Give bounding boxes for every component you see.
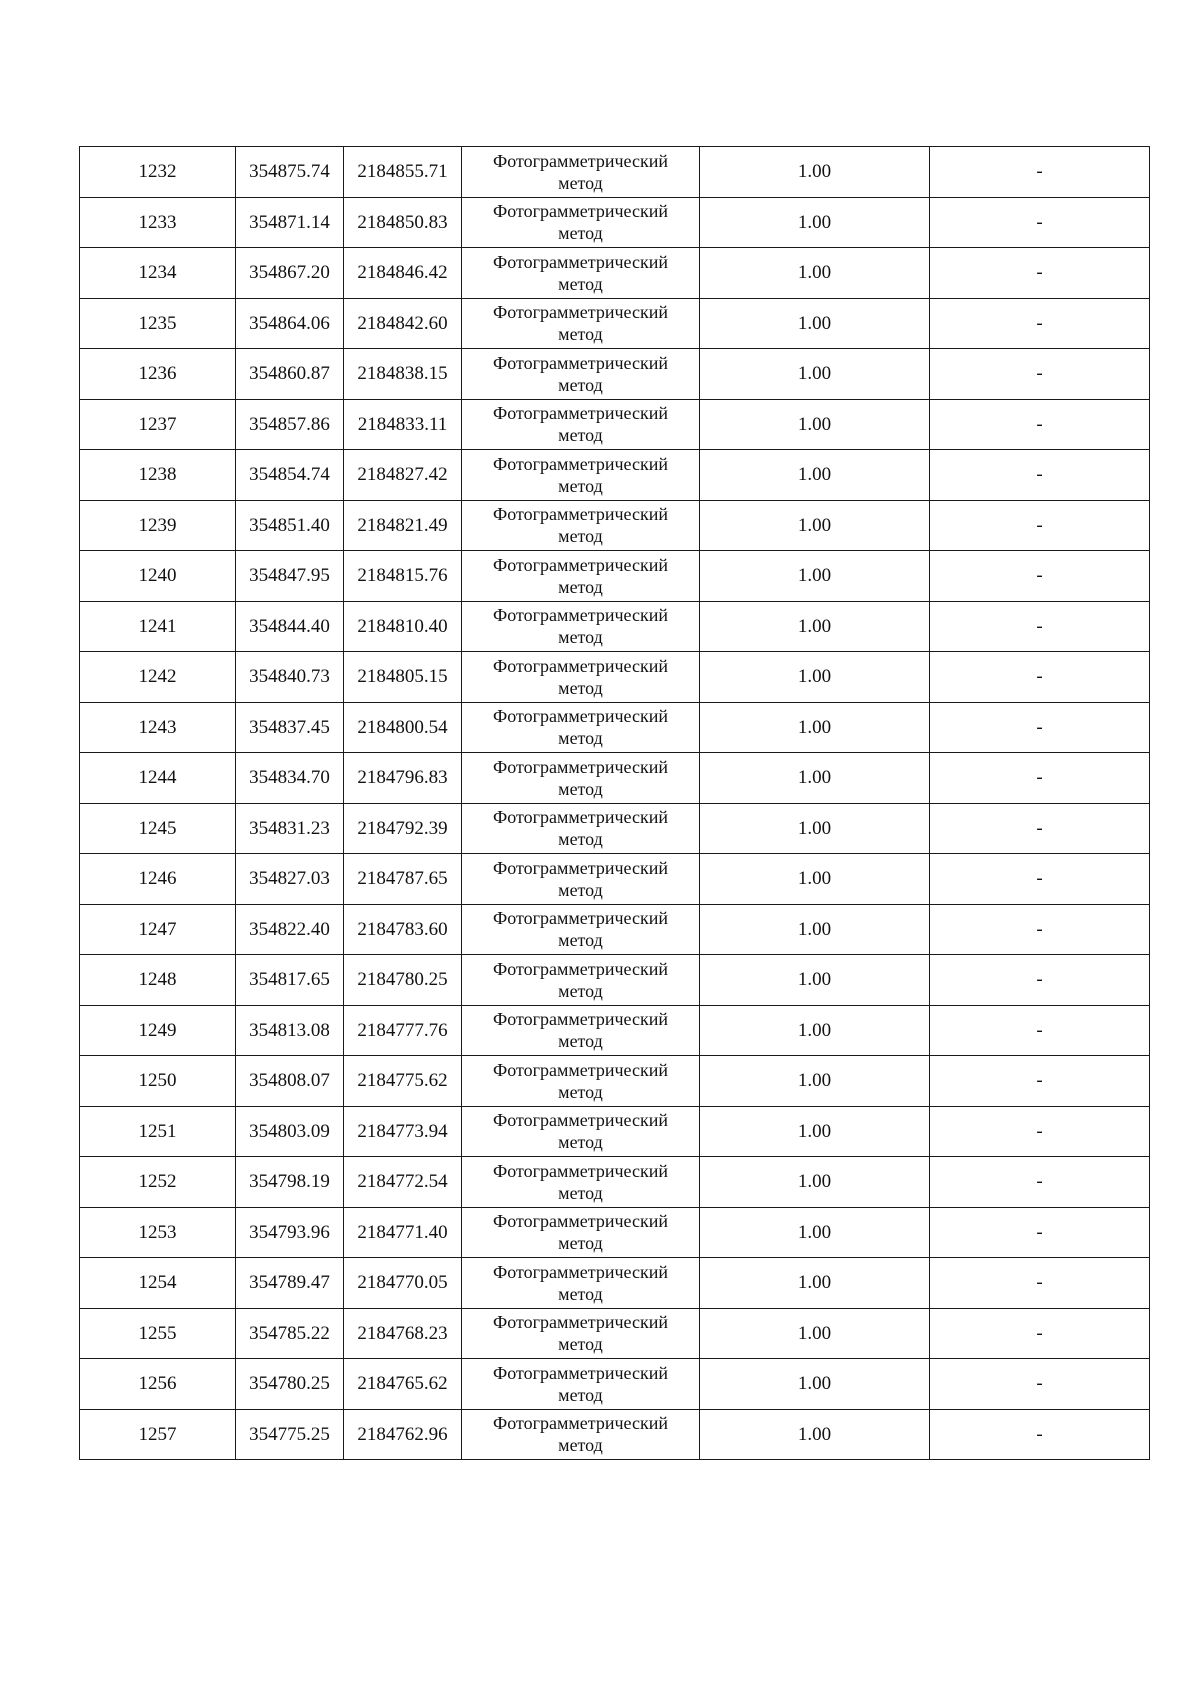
method-line-1: Фотограмметрический (493, 655, 668, 676)
method-line-1: Фотограмметрический (493, 504, 668, 525)
method-line-1: Фотограмметрический (493, 554, 668, 575)
method-line-1: Фотограмметрический (493, 352, 668, 373)
point-number-cell: 1246 (80, 854, 236, 905)
point-number-cell: 1253 (80, 1207, 236, 1258)
x-coordinate-cell: 354837.45 (236, 702, 344, 753)
x-coordinate-cell: 354867.20 (236, 248, 344, 299)
note-cell: - (930, 753, 1150, 804)
y-coordinate-cell: 2184783.60 (344, 904, 462, 955)
y-coordinate-cell: 2184833.11 (344, 399, 462, 450)
method-line-1: Фотограмметрический (493, 706, 668, 727)
table-row (80, 248, 1150, 299)
precision-cell: 1.00 (700, 197, 930, 248)
x-coordinate-cell: 354847.95 (236, 551, 344, 602)
method-line-1: Фотограмметрический (493, 453, 668, 474)
precision-cell: 1.00 (700, 349, 930, 400)
y-coordinate-cell: 2184796.83 (344, 753, 462, 804)
note-cell: - (930, 854, 1150, 905)
method-line-1: Фотограмметрический (493, 1312, 668, 1333)
method-line-2: метод (558, 677, 603, 698)
method-line-1: Фотограмметрический (493, 1059, 668, 1080)
method-line-2: метод (558, 829, 603, 850)
method-cell (462, 1157, 700, 1208)
table-row (80, 652, 1150, 703)
table-row (80, 1308, 1150, 1359)
note-cell: - (930, 904, 1150, 955)
point-number-cell: 1248 (80, 955, 236, 1006)
note-cell: - (930, 197, 1150, 248)
x-coordinate-cell: 354785.22 (236, 1308, 344, 1359)
x-coordinate-cell: 354860.87 (236, 349, 344, 400)
x-coordinate-cell: 354834.70 (236, 753, 344, 804)
table-row (80, 551, 1150, 602)
y-coordinate-cell: 2184770.05 (344, 1258, 462, 1309)
method-line-2: метод (558, 172, 603, 193)
point-number-cell: 1232 (80, 147, 236, 198)
point-number-cell: 1243 (80, 702, 236, 753)
note-cell: - (930, 1207, 1150, 1258)
precision-cell: 1.00 (700, 904, 930, 955)
method-line-1: Фотограмметрический (493, 807, 668, 828)
table-row (80, 955, 1150, 1006)
method-line-2: метод (558, 1132, 603, 1153)
method-line-2: метод (558, 1031, 603, 1052)
precision-cell: 1.00 (700, 702, 930, 753)
method-line-2: метод (558, 728, 603, 749)
y-coordinate-cell: 2184855.71 (344, 147, 462, 198)
table-row (80, 702, 1150, 753)
method-line-1: Фотограмметрический (493, 958, 668, 979)
method-line-1: Фотограмметрический (493, 403, 668, 424)
method-cell (462, 601, 700, 652)
method-cell (462, 248, 700, 299)
y-coordinate-cell: 2184810.40 (344, 601, 462, 652)
note-cell: - (930, 1409, 1150, 1460)
precision-cell: 1.00 (700, 1157, 930, 1208)
method-line-2: метод (558, 576, 603, 597)
precision-cell: 1.00 (700, 652, 930, 703)
method-cell (462, 652, 700, 703)
point-number-cell: 1237 (80, 399, 236, 450)
y-coordinate-cell: 2184850.83 (344, 197, 462, 248)
method-line-1: Фотограмметрический (493, 1413, 668, 1434)
method-cell (462, 1056, 700, 1107)
x-coordinate-cell: 354817.65 (236, 955, 344, 1006)
note-cell: - (930, 147, 1150, 198)
precision-cell: 1.00 (700, 601, 930, 652)
method-line-1: Фотограмметрический (493, 150, 668, 171)
y-coordinate-cell: 2184787.65 (344, 854, 462, 905)
method-cell (462, 1207, 700, 1258)
x-coordinate-cell: 354875.74 (236, 147, 344, 198)
x-coordinate-cell: 354844.40 (236, 601, 344, 652)
y-coordinate-cell: 2184827.42 (344, 450, 462, 501)
x-coordinate-cell: 354851.40 (236, 500, 344, 551)
table-row (80, 803, 1150, 854)
table-row (80, 1359, 1150, 1410)
point-number-cell: 1235 (80, 298, 236, 349)
method-line-1: Фотограмметрический (493, 1160, 668, 1181)
method-cell (462, 1258, 700, 1309)
method-cell (462, 197, 700, 248)
x-coordinate-cell: 354854.74 (236, 450, 344, 501)
note-cell: - (930, 955, 1150, 1006)
method-line-2: метод (558, 1384, 603, 1405)
method-line-1: Фотограмметрический (493, 302, 668, 323)
method-cell (462, 147, 700, 198)
y-coordinate-cell: 2184815.76 (344, 551, 462, 602)
x-coordinate-cell: 354871.14 (236, 197, 344, 248)
method-line-1: Фотограмметрический (493, 1211, 668, 1232)
point-number-cell: 1257 (80, 1409, 236, 1460)
x-coordinate-cell: 354822.40 (236, 904, 344, 955)
precision-cell: 1.00 (700, 1258, 930, 1309)
x-coordinate-cell: 354793.96 (236, 1207, 344, 1258)
table-row (80, 1258, 1150, 1309)
x-coordinate-cell: 354840.73 (236, 652, 344, 703)
precision-cell: 1.00 (700, 399, 930, 450)
method-line-2: метод (558, 324, 603, 345)
method-line-1: Фотограмметрический (493, 1362, 668, 1383)
table-row (80, 1157, 1150, 1208)
y-coordinate-cell: 2184775.62 (344, 1056, 462, 1107)
method-line-1: Фотограмметрический (493, 201, 668, 222)
method-cell (462, 854, 700, 905)
y-coordinate-cell: 2184800.54 (344, 702, 462, 753)
precision-cell: 1.00 (700, 1005, 930, 1056)
note-cell: - (930, 500, 1150, 551)
method-line-2: метод (558, 778, 603, 799)
x-coordinate-cell: 354831.23 (236, 803, 344, 854)
method-cell (462, 753, 700, 804)
precision-cell: 1.00 (700, 1207, 930, 1258)
y-coordinate-cell: 2184842.60 (344, 298, 462, 349)
table-row (80, 854, 1150, 905)
precision-cell: 1.00 (700, 803, 930, 854)
method-line-2: метод (558, 930, 603, 951)
y-coordinate-cell: 2184846.42 (344, 248, 462, 299)
method-cell (462, 1106, 700, 1157)
note-cell: - (930, 1308, 1150, 1359)
point-number-cell: 1250 (80, 1056, 236, 1107)
table-row (80, 1207, 1150, 1258)
precision-cell: 1.00 (700, 753, 930, 804)
precision-cell: 1.00 (700, 298, 930, 349)
method-cell (462, 955, 700, 1006)
point-number-cell: 1244 (80, 753, 236, 804)
method-cell (462, 349, 700, 400)
precision-cell: 1.00 (700, 147, 930, 198)
method-cell (462, 450, 700, 501)
y-coordinate-cell: 2184762.96 (344, 1409, 462, 1460)
point-number-cell: 1252 (80, 1157, 236, 1208)
method-line-1: Фотограмметрический (493, 857, 668, 878)
note-cell: - (930, 399, 1150, 450)
precision-cell: 1.00 (700, 1106, 930, 1157)
precision-cell: 1.00 (700, 1359, 930, 1410)
x-coordinate-cell: 354789.47 (236, 1258, 344, 1309)
point-number-cell: 1240 (80, 551, 236, 602)
point-number-cell: 1242 (80, 652, 236, 703)
method-line-1: Фотограмметрический (493, 605, 668, 626)
table-row (80, 1106, 1150, 1157)
method-cell (462, 702, 700, 753)
note-cell: - (930, 1056, 1150, 1107)
x-coordinate-cell: 354798.19 (236, 1157, 344, 1208)
point-number-cell: 1238 (80, 450, 236, 501)
point-number-cell: 1254 (80, 1258, 236, 1309)
precision-cell: 1.00 (700, 1409, 930, 1460)
table-row (80, 1056, 1150, 1107)
point-number-cell: 1239 (80, 500, 236, 551)
precision-cell: 1.00 (700, 500, 930, 551)
y-coordinate-cell: 2184773.94 (344, 1106, 462, 1157)
method-line-1: Фотограмметрический (493, 251, 668, 272)
note-cell: - (930, 1258, 1150, 1309)
method-line-2: метод (558, 1182, 603, 1203)
y-coordinate-cell: 2184805.15 (344, 652, 462, 703)
table-body (80, 147, 1150, 1460)
table-row (80, 1409, 1150, 1460)
method-line-2: метод (558, 1283, 603, 1304)
method-line-2: метод (558, 1081, 603, 1102)
precision-cell: 1.00 (700, 1308, 930, 1359)
method-line-2: метод (558, 374, 603, 395)
point-number-cell: 1241 (80, 601, 236, 652)
method-line-2: метод (558, 425, 603, 446)
method-line-2: метод (558, 627, 603, 648)
method-cell (462, 1409, 700, 1460)
precision-cell: 1.00 (700, 551, 930, 602)
table-row (80, 904, 1150, 955)
table-row (80, 1005, 1150, 1056)
method-line-1: Фотограмметрический (493, 908, 668, 929)
point-number-cell: 1233 (80, 197, 236, 248)
precision-cell: 1.00 (700, 955, 930, 1006)
note-cell: - (930, 652, 1150, 703)
y-coordinate-cell: 2184768.23 (344, 1308, 462, 1359)
note-cell: - (930, 349, 1150, 400)
method-line-1: Фотограмметрический (493, 756, 668, 777)
x-coordinate-cell: 354857.86 (236, 399, 344, 450)
note-cell: - (930, 248, 1150, 299)
y-coordinate-cell: 2184780.25 (344, 955, 462, 1006)
method-line-2: метод (558, 273, 603, 294)
table-row (80, 197, 1150, 248)
method-cell (462, 500, 700, 551)
x-coordinate-cell: 354780.25 (236, 1359, 344, 1410)
method-cell (462, 904, 700, 955)
x-coordinate-cell: 354803.09 (236, 1106, 344, 1157)
table-row (80, 753, 1150, 804)
point-number-cell: 1234 (80, 248, 236, 299)
precision-cell: 1.00 (700, 1056, 930, 1107)
note-cell: - (930, 702, 1150, 753)
table-row (80, 147, 1150, 198)
method-line-2: метод (558, 526, 603, 547)
note-cell: - (930, 551, 1150, 602)
point-number-cell: 1247 (80, 904, 236, 955)
y-coordinate-cell: 2184821.49 (344, 500, 462, 551)
method-line-2: метод (558, 1334, 603, 1355)
coordinates-table (79, 146, 1150, 1460)
method-cell (462, 298, 700, 349)
note-cell: - (930, 298, 1150, 349)
method-line-2: метод (558, 223, 603, 244)
method-line-2: метод (558, 475, 603, 496)
method-cell (462, 1005, 700, 1056)
y-coordinate-cell: 2184772.54 (344, 1157, 462, 1208)
method-line-2: метод (558, 1233, 603, 1254)
x-coordinate-cell: 354813.08 (236, 1005, 344, 1056)
note-cell: - (930, 803, 1150, 854)
note-cell: - (930, 1359, 1150, 1410)
note-cell: - (930, 1005, 1150, 1056)
method-line-2: метод (558, 1435, 603, 1456)
table-row (80, 450, 1150, 501)
method-line-1: Фотограмметрический (493, 1261, 668, 1282)
point-number-cell: 1255 (80, 1308, 236, 1359)
note-cell: - (930, 1157, 1150, 1208)
table-row (80, 349, 1150, 400)
method-cell (462, 1359, 700, 1410)
method-cell (462, 399, 700, 450)
method-line-1: Фотограмметрический (493, 1110, 668, 1131)
table-row (80, 500, 1150, 551)
x-coordinate-cell: 354808.07 (236, 1056, 344, 1107)
point-number-cell: 1256 (80, 1359, 236, 1410)
y-coordinate-cell: 2184777.76 (344, 1005, 462, 1056)
table-row (80, 298, 1150, 349)
y-coordinate-cell: 2184771.40 (344, 1207, 462, 1258)
method-line-2: метод (558, 879, 603, 900)
y-coordinate-cell: 2184765.62 (344, 1359, 462, 1410)
table-row (80, 399, 1150, 450)
table-row (80, 601, 1150, 652)
precision-cell: 1.00 (700, 248, 930, 299)
x-coordinate-cell: 354775.25 (236, 1409, 344, 1460)
method-cell (462, 803, 700, 854)
precision-cell: 1.00 (700, 854, 930, 905)
method-line-1: Фотограмметрический (493, 1009, 668, 1030)
y-coordinate-cell: 2184838.15 (344, 349, 462, 400)
point-number-cell: 1249 (80, 1005, 236, 1056)
method-cell (462, 551, 700, 602)
x-coordinate-cell: 354864.06 (236, 298, 344, 349)
note-cell: - (930, 601, 1150, 652)
x-coordinate-cell: 354827.03 (236, 854, 344, 905)
method-line-2: метод (558, 980, 603, 1001)
y-coordinate-cell: 2184792.39 (344, 803, 462, 854)
note-cell: - (930, 450, 1150, 501)
note-cell: - (930, 1106, 1150, 1157)
precision-cell: 1.00 (700, 450, 930, 501)
point-number-cell: 1251 (80, 1106, 236, 1157)
point-number-cell: 1236 (80, 349, 236, 400)
method-cell (462, 1308, 700, 1359)
point-number-cell: 1245 (80, 803, 236, 854)
